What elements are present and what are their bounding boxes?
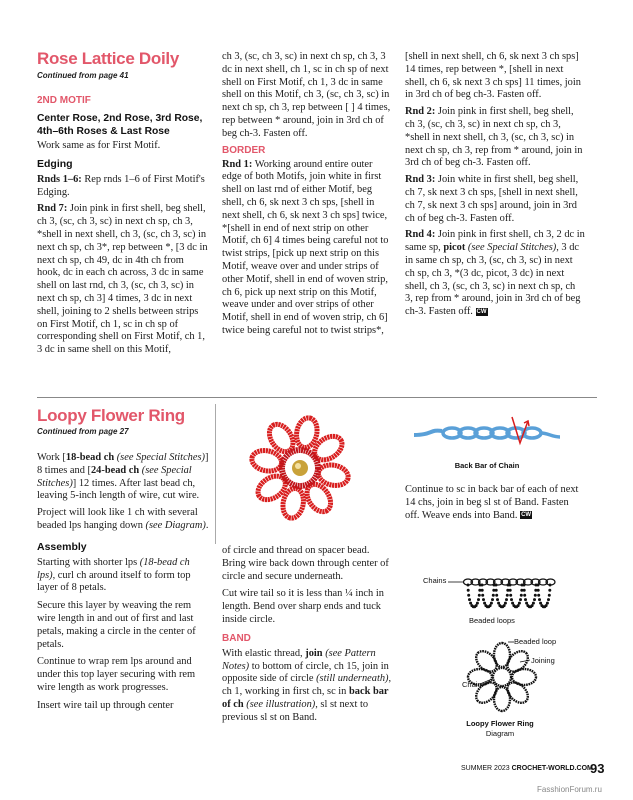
bead bbox=[547, 598, 550, 601]
loopy-title: Loopy Flower Ring bbox=[37, 406, 185, 425]
bead bbox=[519, 598, 522, 601]
bead bbox=[534, 594, 537, 597]
motif-text: Work same as for First Motif. bbox=[37, 140, 161, 151]
bead bbox=[548, 594, 551, 597]
project-look: Project will look like 1 ch with several beaded lps hanging down (see Diagram). bbox=[37, 507, 209, 531]
back-bar-chain-illustration bbox=[412, 413, 562, 453]
border-rnd-4: Rnd 4: Join pink in first shell, ch 3, 2 dc in same sp, picot (see Special Stitches), 3 dc in same ch sp, ch 3, (sc, ch 3, sc) in next ch sp, ch 3, *(3 dc, picot, 3 dc) in next shell, ch 3, (sc, ch 3, sc) in next ch sp, ch 3, rep from * around, join in 3rd ch of beg ch-3. Fasten off. CW bbox=[405, 229, 585, 318]
bead bbox=[505, 598, 508, 601]
bead bbox=[518, 602, 521, 605]
bead bbox=[504, 602, 507, 605]
bead bbox=[490, 602, 493, 605]
assembly-step-3: Continue to wrap rem lps around and under this top layer securing with rem wire length as work progresses. bbox=[37, 656, 196, 693]
diagram-petal bbox=[494, 643, 510, 667]
bead bbox=[549, 584, 552, 587]
bead bbox=[537, 594, 540, 597]
petal-loop bbox=[317, 462, 350, 488]
bead bbox=[537, 584, 540, 587]
assembly-step-4: Insert wire tail up through center bbox=[37, 699, 174, 711]
assembly-step-1: Starting with shorter lps (18-bead ch lps), curl ch around itself to form top layer of 8 petals. bbox=[37, 556, 191, 594]
bead bbox=[523, 589, 526, 592]
bead bbox=[491, 598, 494, 601]
border-rnd-3: Rnd 3: Join white in first shell, beg shell, ch 7, sk next 3 ch sps, [shell in next shell, ch 7, sk next 3 ch sps] around, join in 3rd ch of beg ch-3. Fasten off. bbox=[405, 174, 579, 224]
bead bbox=[467, 589, 470, 592]
beaded-loops-label: Beaded loops bbox=[469, 616, 515, 625]
rnds-1-6: Rnds 1–6: Rep rnds 1–6 of First Motif's Edging. bbox=[37, 173, 205, 198]
bead bbox=[524, 598, 527, 601]
rose-title: Rose Lattice Doily bbox=[37, 49, 179, 68]
bead bbox=[533, 598, 536, 601]
rose-continued: Continued from page 41 bbox=[37, 71, 129, 80]
bead bbox=[523, 594, 526, 597]
bead bbox=[538, 598, 541, 601]
bead bbox=[492, 594, 495, 597]
joining-label: Joining bbox=[531, 656, 555, 665]
bead bbox=[532, 602, 535, 605]
bead bbox=[548, 589, 551, 592]
band-heading: BAND bbox=[222, 632, 251, 644]
bead bbox=[537, 589, 540, 592]
bead bbox=[509, 594, 512, 597]
border-rnd-1-continued: [shell in next shell, ch 6, sk next 3 ch sps] 14 times, rep between *, [shell in next shell, ch 6, sk next 3 ch sps] 11 times, join in 3rd ch of beg ch-3. Fasten off. bbox=[405, 51, 581, 101]
loopy-column-2 bbox=[222, 545, 394, 729]
page-number: 93 bbox=[590, 761, 605, 776]
flower-diagram-caption: Loopy Flower Ring bbox=[466, 719, 534, 728]
bead bbox=[520, 594, 523, 597]
column-divider bbox=[215, 404, 216, 544]
border-rnd-1: Rnd 1: Working around entire outer edge of both Motifs, join white in first shell on last rnd of either Motif, beg shell, ch 6, sk next 3 ch sps, [shell in next shell, ch 6, sk next 3 ch sps] twice, *[shell in end of next strip on other Motif, ch 6] 4 times being careful not to twist strips, [pick up next strip on this Motif, weave over and under strips of other Motif, shell in end of woven strip, ch 6, pick up next strip on this Motif, weave under and over strips of other Motif, shell in end of woven strip, ch 6] twice being careful not to twist strips*, bbox=[222, 158, 389, 336]
bead bbox=[478, 594, 481, 597]
section-divider bbox=[37, 397, 597, 398]
border-rnd-2: Rnd 2: Join pink in first shell, beg shell, ch 3, (sc, ch 3, sc) in next ch sp, ch 3, *shell in next shell, ch 3, (sc, ch 3, sc) in next ch sp, ch 3, rep from * around, join in 3rd ch of beg ch-3. Fasten off. bbox=[405, 106, 583, 169]
band-text: With elastic thread, join (see Pattern Notes) to bottom of circle, ch 15, join in opposite side of circle (still underneath), ch 1, working in first ch, sc in back bar of ch (see illustration), sl st next to previous sl st on Band. bbox=[222, 647, 392, 723]
loopy-column-3 bbox=[405, 484, 583, 526]
bead bbox=[481, 589, 484, 592]
end-mark: CW bbox=[476, 308, 487, 315]
back-bar-caption: Back Bar of Chain bbox=[454, 461, 520, 470]
motif-subheading: Center Rose, 2nd Rose, 3rd Rose, 4th–6th Roses & Last Rose bbox=[37, 113, 203, 137]
bead bbox=[481, 584, 484, 587]
bead bbox=[467, 584, 470, 587]
bead bbox=[506, 594, 509, 597]
footer-issue: SUMMER 2023 CROCHET-WORLD.COM bbox=[461, 765, 593, 772]
bead bbox=[510, 598, 513, 601]
bead bbox=[482, 598, 485, 601]
flower-diagram-subcaption: Diagram bbox=[485, 729, 515, 738]
bead bbox=[476, 602, 479, 605]
bead bbox=[495, 594, 498, 597]
rose-column-1 bbox=[37, 95, 209, 361]
band-continue-text: Continue to sc in back bar of each of next 14 chs, join in beg sl st of Band. Fasten off. Weave ends into Band. CW bbox=[405, 484, 579, 521]
bead bbox=[509, 589, 512, 592]
rnd-7-continued: ch 3, (sc, ch 3, sc) in next ch sp, ch 3, 3 dc in next shell, ch 1, sc in ch sp of next shell on First Motif, ch 1, 3 dc in same shell on this Motif, ch 3, (sc, ch 3, sc) in next ch sp, ch 3, rep between [ ] 4 times, rep between * around, join in 3rd ch of beg ch-3. Fasten off. bbox=[222, 51, 391, 139]
bead bbox=[495, 584, 498, 587]
bead bbox=[468, 598, 471, 601]
rose-column-3 bbox=[405, 51, 585, 323]
bead bbox=[481, 594, 484, 597]
bead bbox=[523, 584, 526, 587]
flower-ring-photo bbox=[243, 402, 358, 534]
watermark: FasshionForum.ru bbox=[537, 785, 602, 794]
diagram-petal bbox=[494, 687, 510, 711]
assembly-step-2: Secure this layer by weaving the rem wire length in and out of first and last petals, making a circle in the center of petals. bbox=[37, 600, 196, 650]
loopy-end-mark: CW bbox=[521, 512, 532, 519]
bead bbox=[509, 584, 512, 587]
bead bbox=[467, 594, 470, 597]
bead-chain-instructions: Work [18-bead ch (see Special Stitches)] 8 times and [24-bead ch (see Special Stitches)] 12 times. After last bead ch, leaving 5-inch length of wire, cut wire. bbox=[37, 452, 209, 502]
bead bbox=[496, 598, 499, 601]
edging-heading: Edging bbox=[37, 157, 73, 170]
beaded-loop-label: Beaded loop bbox=[514, 637, 557, 646]
motif-heading: 2ND MOTIF bbox=[37, 95, 91, 106]
chains-label: Chains bbox=[423, 576, 447, 585]
petal-loop bbox=[250, 448, 283, 474]
bead bbox=[495, 589, 498, 592]
bead bbox=[477, 598, 480, 601]
rnd-7: Rnd 7: Join pink in first shell, beg shell, ch 3, (sc, ch 3, sc) in next ch sp, ch 3, *shell in next shell, ch 3, (sc, ch 3, sc) in next ch sp, ch 3*, rep between *, [3 dc in next ch sp, ch 49, dc in 4th ch from hook, dc in each ch across, 3 dc in same shell on last rnd, ch 3, (sc, ch 3, sc) in next ch sp, ch 3] 4 times, 3 dc in next shell, joining to 2 shells between strips on First Motif, ch 1, sc in ch sp of corresponding shell on First Motif, ch 1, 3 dc in same shell on this Motif, bbox=[37, 203, 208, 356]
rose-column-2 bbox=[222, 51, 394, 342]
cut-wire-text: Cut wire tail so it is less than ¼ inch in length. Bend over sharp ends and tuck inside circle. bbox=[222, 588, 384, 625]
border-heading: BORDER bbox=[222, 144, 266, 156]
spacer-bead-text: of circle and thread on spacer bead. Bring wire back down through center of circle and secure underneath. bbox=[222, 545, 389, 582]
bead bbox=[546, 602, 549, 605]
loopy-continued: Continued from page 27 bbox=[37, 427, 129, 436]
assembly-heading: Assembly bbox=[37, 540, 87, 553]
loopy-column-1 bbox=[37, 452, 209, 717]
chain-label: Chain bbox=[462, 680, 482, 689]
